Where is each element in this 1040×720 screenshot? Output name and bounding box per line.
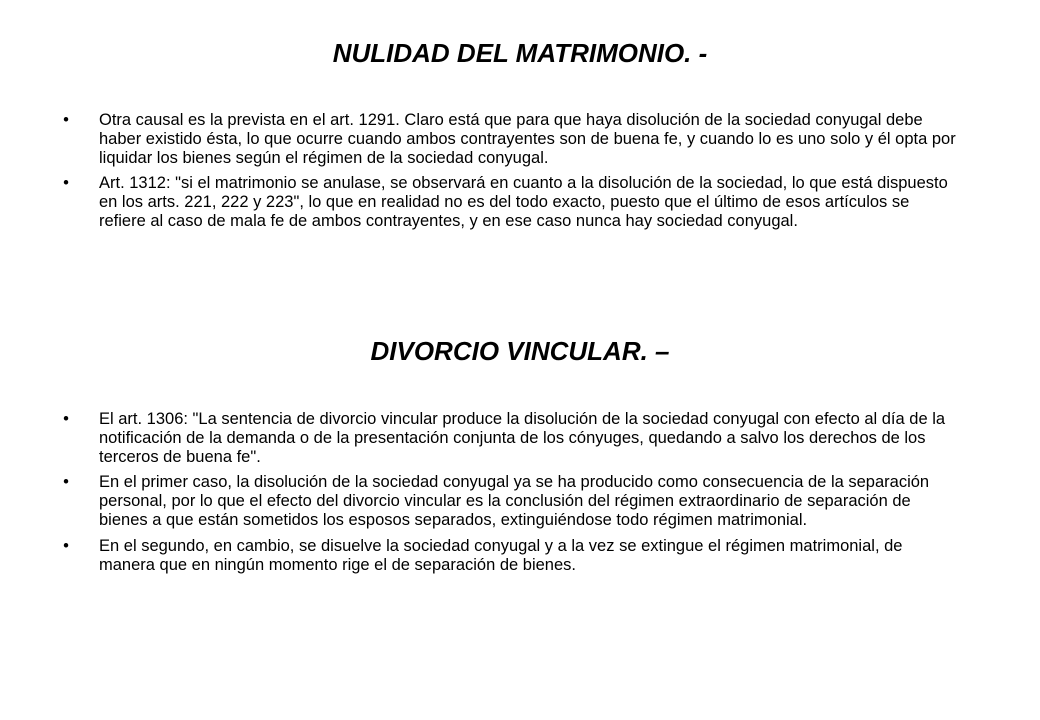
bullet-icon: • [63, 536, 69, 555]
bullet-icon: • [63, 410, 69, 428]
list-item [60, 410, 960, 466]
list-item [60, 174, 960, 230]
bullet-list-divorcio [60, 410, 960, 581]
section-title-nulidad: NULIDAD DEL MATRIMONIO. - [332, 38, 708, 68]
list-item [60, 111, 960, 167]
bullet-text: En el primer caso, la disolución de la sociedad conyugal ya se ha producido como consecuencia de la separación personal, por lo que el efecto del divorcio vincular es la conclusión del régimen extraordinario de separación de bienes a que están sometidos los esposos separados, extinguiéndose todo régimen matrimonial. [99, 473, 930, 529]
list-item [60, 537, 960, 575]
bullet-icon: • [63, 473, 69, 492]
section-title-divorcio: DIVORCIO VINCULAR. – [370, 336, 670, 366]
bullet-text: En el segundo, en cambio, se disuelve la sociedad conyugal y a la vez se extingue el régimen matrimonial, de manera que en ningún momento rige el de separación de bienes. [99, 536, 903, 574]
bullet-icon: • [63, 111, 69, 129]
bullet-text: El art. 1306: "La sentencia de divorcio vincular produce la disolución de la sociedad conyugal con efecto al día de la notificación de la demanda o de la presentación conjunta de los cónyuges, quedando a salvo los derechos de los terceros de buena fe". [99, 410, 946, 466]
list-item [60, 473, 960, 529]
bullet-text: Otra causal es la prevista en el art. 1291. Claro está que para que haya disolución de la sociedad conyugal debe haber existido ésta, lo que ocurre cuando ambos contrayentes son de buena fe, y cuando lo es uno solo y él opta por liquidar los bienes según el régimen de la sociedad conyugal. [99, 111, 956, 167]
bullet-text: Art. 1312: "si el matrimonio se anulase, se observará en cuanto a la disolución de la sociedad, lo que está dispuesto en los arts. 221, 222 y 223", lo que en realidad no es del todo exacto, puesto que el último de esos artículos se refiere al caso de mala fe de ambos contrayentes, y en ese caso nunca hay sociedad conyugal. [99, 174, 948, 230]
bullet-icon: • [63, 174, 69, 193]
bullet-list-nulidad [60, 111, 960, 238]
